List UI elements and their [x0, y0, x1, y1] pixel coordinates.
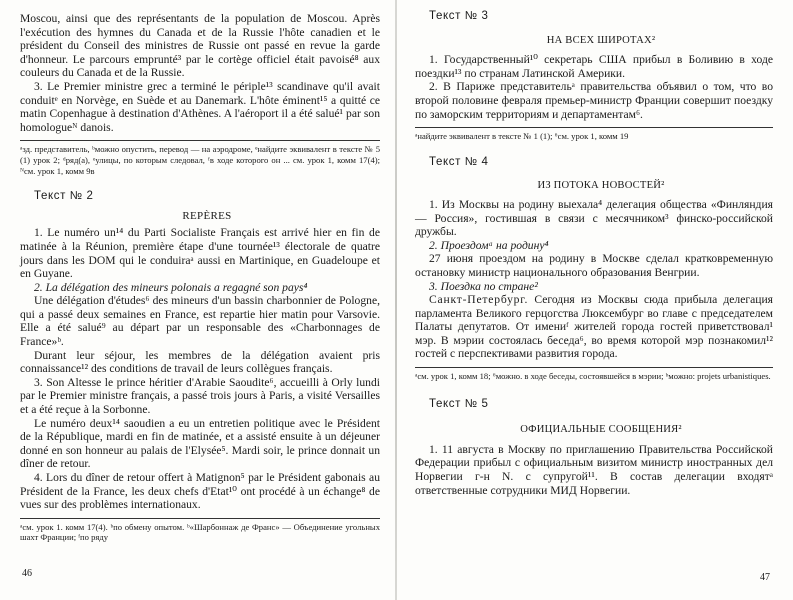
text3-heading: Текст № 3 — [429, 10, 489, 22]
text2-title: REPÈRES — [182, 209, 232, 222]
right-page — [397, 0, 793, 600]
text3-paragraph-1: 1. Государственный¹⁰ секретарь США прибыл в Боливию в ходе поездки¹³ по странам Латинской Америки. — [415, 53, 773, 80]
intro-paragraph-2: 3. Le Premier ministre grec a terminé le périple¹³ scandinave qu'il avait conduitᵉ en Norvège, en Suède et au Danemark. L'hôte éminent¹⁵ a quitté ce matin Copenhague à destination d'Athènes. A l'aéroport il a été salué¹ par son homologueᴺ danois. — [20, 79, 380, 134]
footnote-rule — [415, 367, 773, 368]
text3-title: НА ВСЕХ ШИРОТАХ² — [546, 34, 656, 46]
footnote-rule — [20, 140, 380, 141]
text2-paragraph-3: Une délégation d'études⁶ des mineurs d'un bassin charbonnier de Pologne, qui a passé deux semaines en France, est repartie hier matin pour Varsovie. Elle a été salué⁹ au départ par un responsable des «Charbonnages de France»ᵇ. — [20, 294, 380, 349]
page-number-right: 47 — [760, 572, 770, 583]
text5-title: ОФИЦИАЛЬНЫЕ СООБЩЕНИЯ² — [520, 424, 682, 436]
text2-footnote: ᵃсм. урок 1. комм 17(4). ᵇпо обмену опытом. ᵇ«Шарбоннаж де Франс» — Объединение угольных шахт Франции; ᶠпо ряду — [20, 521, 380, 543]
left-page — [0, 0, 396, 600]
text4-paragraph-3: 27 июня проездом на родину в Москве сделал кратковременную остановку министр национального образования Венгрии. — [415, 252, 773, 279]
text4-footnote: ᵃсм. урок 1, комм 18; ⁶можно. в ходе беседы, состоявшейся в мэрии; ᵇможно: projets urbanistiques. — [415, 371, 771, 382]
text4-subheading-2: 3. Поездка по стране² — [429, 279, 538, 293]
text4-paragraph-5-body: Сегодня из Москвы сюда прибыла делегация парламента Великого герцогства Люксембург во главе с председателем Палаты депутатов. От имениᶠ жителей города гостей приветствовал¹ мэр. В мэрии состоялась беседа⁶, во время которой мэр познакомил¹² гостей с перспективами развития города. — [415, 293, 773, 361]
text4-paragraph-1: 1. Из Москвы на родину выехала⁴ делегация общества «Финляндия — Россия», гостившая в связи с месячником³ финско-российской дружбы. — [415, 197, 773, 239]
text5-paragraph-1: 1. 11 августа в Москву по приглашению Правительства Российской Федерации прибыл с официальным визитом министр иностранных дел Норвегии г-н N. с супругой¹¹. В состав делегации входятᵃ ответственные сотрудники МИД Норвегии. — [415, 442, 773, 497]
text2-paragraph-5: 3. Son Altesse le prince héritier d'Arabie Saoudite⁶, accueilli à Orly lundi par le Premier ministre français, a passé trois jours à Paris, a visité Versailles et a été reçue à la Sorbonne. — [20, 375, 380, 417]
intro-paragraph-1: Moscou, ainsi que des représentants de la population de Moscou. Après l'exécution des hymnes du Canada et de la Russie l'hôte canadien et le président du Conseil des ministres de Russie ont passé en revue la garde d'honneur. Le parcours emprunté³ par le cortège officiel était pavoisé⁸ aux couleurs du Canada et de la Russie. — [20, 12, 380, 80]
page-number-left: 46 — [22, 568, 32, 579]
intro-footnote: ᵃзд. представитель, ᵇможно опустить, перевод — на аэродроме, ᵉнайдите эквивалент в тексте № 5 (1) урок 2; ᵈряд(а), ᵉулицы, по которым следовал, ᶠв ходе которого он ... см. урок 1, комм 17(4); ᴺсм. урок 1, комм 9в — [20, 144, 380, 176]
text3-paragraph-2: 2. В Париже представительᵃ правительства объявил о том, что во второй половине февраля премьер-министр Франции совершит поездку по заморским территориям и департаментам⁶. — [415, 80, 773, 121]
footnote-rule — [20, 518, 380, 519]
text4-subheading-1: 2. Проездомᵃ на родину⁴ — [429, 238, 549, 252]
text2-paragraph-7: 4. Lors du dîner de retour offert à Matignon⁵ par le Président gabonais au Président de la France, les deux chefs d'Etat¹⁰ ont procédé à un échange⁸ de vues sur des problèmes internationaux. — [20, 471, 380, 512]
footnote-rule — [415, 127, 773, 128]
text2-paragraph-6: Le numéro deux¹⁴ saoudien a eu un entretien politique avec le Président de la République, mardi en fin de matinée, et a assisté ensuite à un déjeuner donné en son honneur au palais de l'Elysée⁵. Mardi soir, le prince donnait un dîner de retour. — [20, 416, 380, 471]
text2-heading: Текст № 2 — [34, 190, 94, 203]
text4-title: ИЗ ПОТОКА НОВОСТЕЙ² — [537, 180, 665, 192]
text3-footnote: ᵃнайдите эквивалент в тексте № 1 (1); ⁶см. урок 1, комм 19 — [415, 131, 629, 142]
text2-paragraph-1: 1. Le numéro un¹⁴ du Parti Socialiste Français est arrivé hier en fin de matinée à la Réunion, première étape d'une tournée¹³ électorale de quatre jours dans les DOM qui le conduiraᵃ aussi en Martinique, en Guadeloupe et en Guyane. — [20, 226, 380, 281]
text2-paragraph-4: Durant leur séjour, les membres de la délégation avaient pris connaissance¹² des conditions de travail de leurs collègues français. — [20, 348, 380, 376]
text4-heading: Текст № 4 — [429, 155, 489, 168]
text5-heading: Текст № 5 — [429, 397, 489, 410]
dateline: Санкт-Петербург. — [429, 293, 529, 307]
text2-subheading: 2. La délégation des mineurs polonais a regagné son pays⁴ — [34, 280, 308, 294]
text4-paragraph-5 — [415, 293, 773, 361]
